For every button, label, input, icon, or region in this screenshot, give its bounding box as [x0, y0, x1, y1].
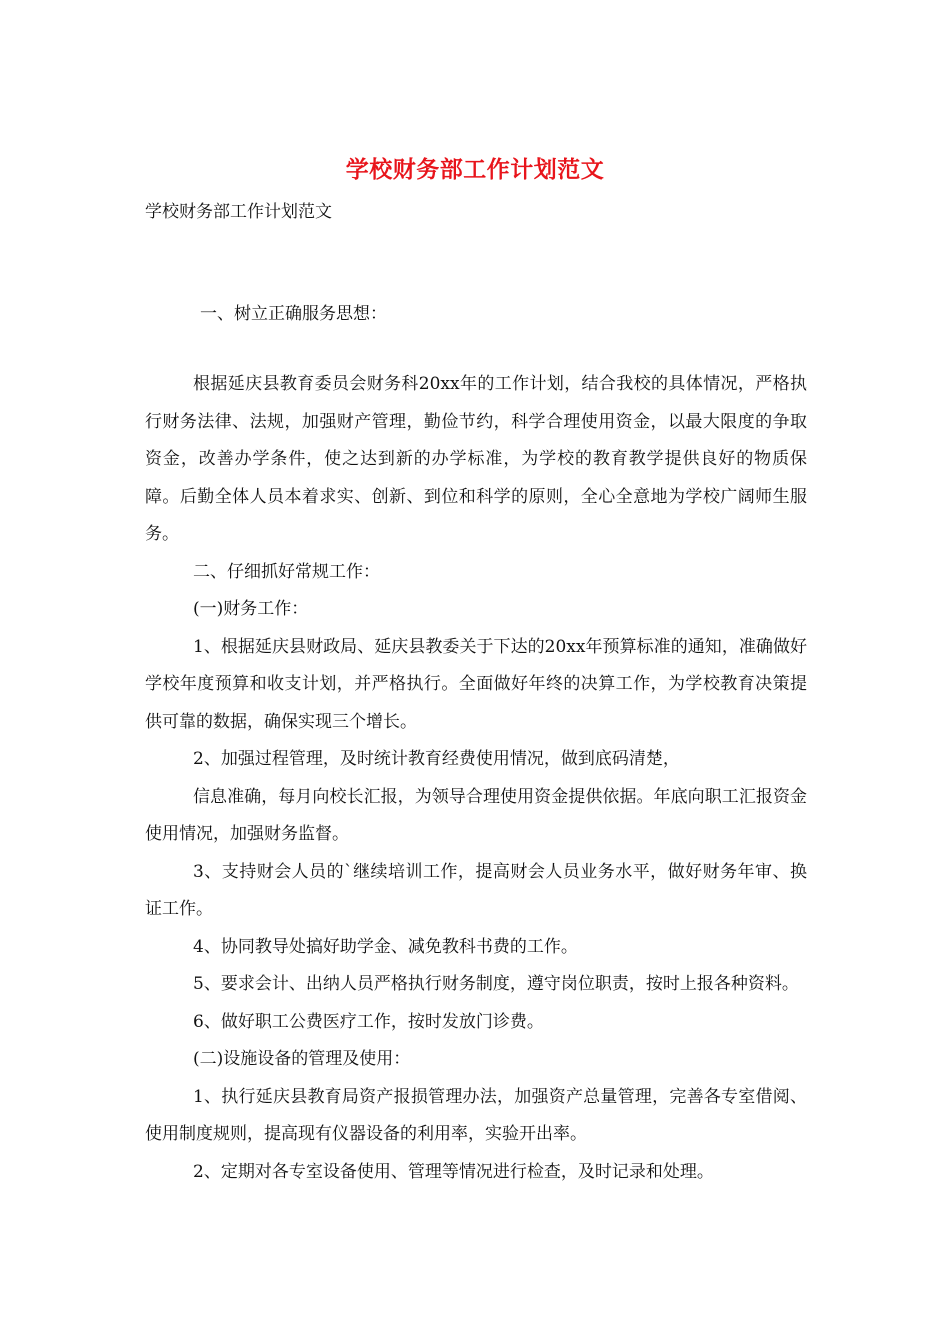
list-item: 4、协同教导处搞好助学金、减免教科书费的工作。: [193, 936, 578, 957]
document-subtitle: 学校财务部工作计划范文: [145, 202, 332, 222]
list-item: 2、定期对各专室设备使用、管理等情况进行检查，及时记录和处理。: [193, 1161, 714, 1182]
subsection-heading: (二)设施设备的管理及使用：: [193, 1049, 411, 1069]
list-item: 6、做好职工公费医疗工作，按时发放门诊费。: [193, 1011, 544, 1032]
list-item: 2、加强过程管理，及时统计教育经费使用情况，做到底码清楚，: [193, 749, 680, 769]
document-body: [145, 366, 807, 1191]
section-heading-2: 二、仔细抓好常规工作：: [193, 561, 380, 582]
list-item: 1、根据延庆县财政局、延庆县教委关于下达的20xx年预算标准的通知，准确做好学校年度预算和收支计划，并严格执行。全面做好年终的决算工作，为学校教育决策提供可靠的数据，确保实现三个增长。: [145, 636, 807, 732]
list-item: 3、支持财会人员的`继续培训工作，提高财会人员业务水平，做好财务年审、换证工作。: [145, 861, 807, 919]
list-item: 1、执行延庆县教育局资产报损管理办法，加强资产总量管理，完善各专室借阅、使用制度规则，提高现有仪器设备的利用率，实验开出率。: [145, 1086, 807, 1144]
paragraph: 根据延庆县教育委员会财务科20xx年的工作计划，结合我校的具体情况，严格执行财务法律、法规，加强财产管理，勤俭节约，科学合理使用资金，以最大限度的争取资金，改善办学条件，使之达到新的办学标准，为学校的教育教学提供良好的物质保障。后勤全体人员本着求实、创新、到位和科学的原则，全心全意地为学校广阔师生服务。: [145, 374, 807, 544]
document-title: 学校财务部工作计划范文: [345, 156, 605, 183]
section-heading-1: 一、树立正确服务思想：: [200, 304, 387, 324]
list-item: 5、要求会计、出纳人员严格执行财务制度，遵守岗位职责，按时上报各种资料。: [193, 974, 799, 994]
subsection-heading: (一)财务工作：: [193, 599, 309, 619]
paragraph: 信息准确，每月向校长汇报，为领导合理使用资金提供依据。年底向职工汇报资金使用情况，加强财务监督。: [145, 786, 807, 844]
